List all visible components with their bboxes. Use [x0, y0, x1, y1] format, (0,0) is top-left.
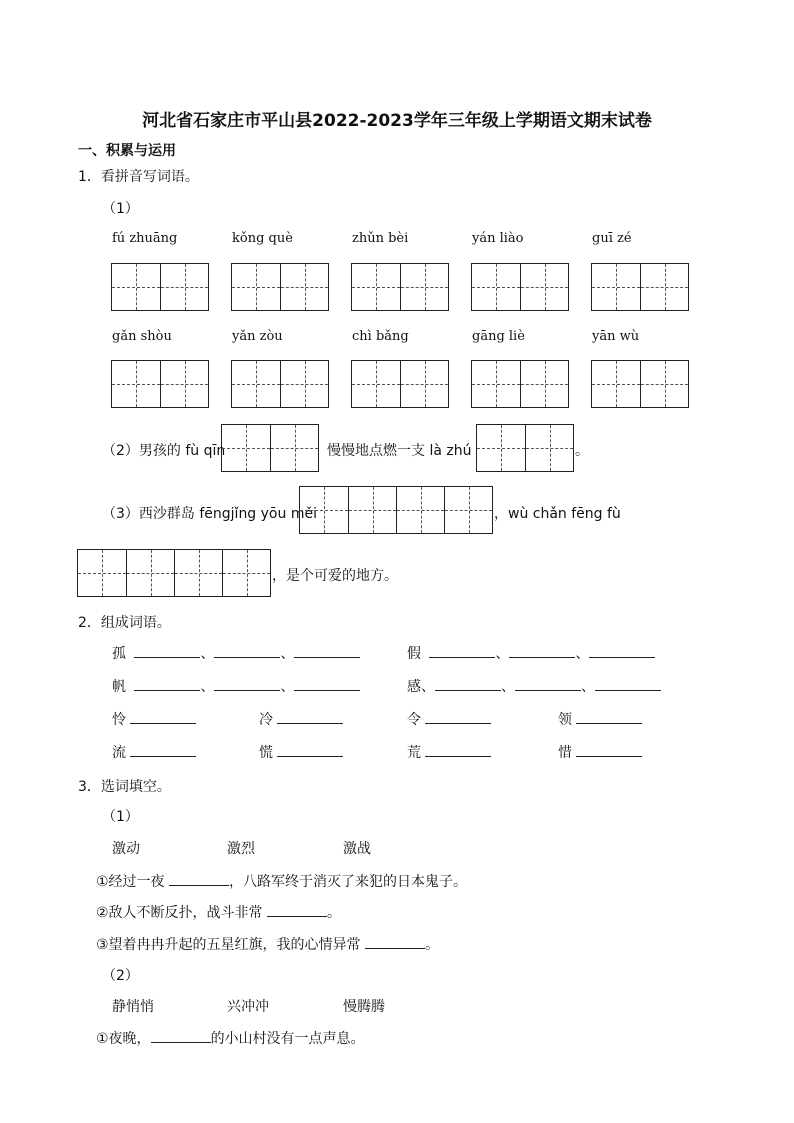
- word-item: [407, 742, 491, 762]
- answer-blank[interactable]: [429, 643, 495, 658]
- word-option: 激战: [343, 841, 371, 857]
- sentence: ②敌人不断反扑，战斗非常 。: [96, 902, 341, 922]
- answer-blank[interactable]: [425, 742, 491, 757]
- answer-blank[interactable]: [214, 676, 280, 691]
- char: 帆: [112, 679, 126, 695]
- char: 荒: [407, 745, 421, 761]
- answer-blank[interactable]: [277, 709, 343, 724]
- writing-grid[interactable]: [221, 424, 319, 472]
- writing-grid[interactable]: [476, 424, 574, 472]
- answer-blank[interactable]: [267, 902, 327, 917]
- answer-blank[interactable]: [134, 676, 200, 691]
- page-title: 河北省石家庄市平山县2022-2023学年三年级上学期语文期末试卷: [142, 111, 652, 131]
- word-item: [558, 742, 642, 762]
- answer-blank[interactable]: [294, 643, 360, 658]
- writing-grid[interactable]: [231, 360, 329, 408]
- question-3-label: 3．选词填空。: [78, 779, 171, 795]
- sentence: ①经过一夜 ，八路军终于消灭了来犯的日本鬼子。: [96, 871, 467, 891]
- q1-part3-end: ，是个可爱的地方。: [272, 568, 398, 584]
- word-option: 静悄悄: [112, 999, 154, 1015]
- word-option: 激烈: [227, 841, 255, 857]
- char: 慌: [259, 745, 273, 761]
- writing-grid[interactable]: [591, 263, 689, 311]
- answer-blank[interactable]: [435, 676, 501, 691]
- q1-part2-prefix: （2）男孩的 fù qīn: [102, 443, 226, 459]
- char: 感: [407, 679, 421, 695]
- writing-grid[interactable]: [299, 486, 493, 534]
- word-item: [259, 709, 343, 729]
- writing-grid[interactable]: [231, 263, 329, 311]
- q1-part2-end: 。: [575, 443, 589, 459]
- separator: 、: [200, 679, 215, 695]
- answer-blank[interactable]: [130, 709, 196, 724]
- pinyin-label: guī zé: [592, 231, 632, 246]
- separator: 、: [581, 679, 595, 695]
- answer-blank[interactable]: [151, 1028, 211, 1043]
- char: 惜: [558, 745, 572, 761]
- word-row: [112, 643, 360, 663]
- char: 假: [407, 646, 421, 662]
- word-item: [407, 709, 491, 729]
- q1-part3-mid: ，wù chǎn fēng fù: [494, 506, 621, 522]
- separator: 、: [280, 679, 295, 695]
- word-item: [558, 709, 642, 729]
- q1-part1-label: （1）: [102, 201, 139, 217]
- word-item: [112, 742, 196, 762]
- answer-blank[interactable]: [509, 643, 575, 658]
- writing-grid[interactable]: [111, 360, 209, 408]
- separator: 、: [280, 646, 295, 662]
- word-row: [112, 676, 360, 696]
- separator: 、: [421, 679, 435, 695]
- pinyin-label: yān wù: [592, 329, 640, 344]
- answer-blank[interactable]: [365, 934, 425, 949]
- pinyin-label: gǎn shòu: [112, 329, 172, 344]
- pinyin-label: yán liào: [472, 231, 524, 246]
- word-option: 激动: [112, 841, 140, 857]
- sentence: ①夜晚， 的小山村没有一点声息。: [96, 1028, 365, 1048]
- answer-blank[interactable]: [214, 643, 280, 658]
- word-item: [259, 742, 343, 762]
- q1-part3-prefix: （3）西沙群岛 fēngjǐng yōu měi: [102, 506, 317, 522]
- answer-blank[interactable]: [294, 676, 360, 691]
- word-item: [112, 709, 196, 729]
- char: 领: [558, 712, 572, 728]
- section-heading: 一、积累与运用: [78, 143, 176, 159]
- question-1-label: 1．看拼音写词语。: [78, 169, 199, 185]
- q3-part2-label: （2）: [102, 968, 139, 984]
- char: 冷: [259, 712, 273, 728]
- char: 令: [407, 712, 421, 728]
- answer-blank[interactable]: [595, 676, 661, 691]
- answer-blank[interactable]: [576, 742, 642, 757]
- answer-blank[interactable]: [576, 709, 642, 724]
- word-option: 兴冲冲: [227, 999, 269, 1015]
- sentence: ③望着冉冉升起的五星红旗，我的心情异常 。: [96, 934, 439, 954]
- q1-part2-mid: 慢慢地点燃一支 là zhú: [327, 443, 472, 459]
- separator: 、: [575, 646, 590, 662]
- answer-blank[interactable]: [169, 871, 229, 886]
- pinyin-label: zhǔn bèi: [352, 231, 409, 246]
- answer-blank[interactable]: [589, 643, 655, 658]
- answer-blank[interactable]: [425, 709, 491, 724]
- answer-blank[interactable]: [515, 676, 581, 691]
- word-option: 慢腾腾: [343, 999, 385, 1015]
- writing-grid[interactable]: [471, 360, 569, 408]
- question-2-label: 2．组成词语。: [78, 615, 171, 631]
- answer-blank[interactable]: [130, 742, 196, 757]
- writing-grid[interactable]: [111, 263, 209, 311]
- char: 怜: [112, 712, 126, 728]
- pinyin-label: chì bǎng: [352, 329, 409, 344]
- writing-grid[interactable]: [351, 360, 449, 408]
- word-row: [407, 643, 655, 663]
- separator: 、: [200, 646, 215, 662]
- pinyin-label: gāng liè: [472, 329, 525, 344]
- writing-grid[interactable]: [77, 549, 271, 597]
- writing-grid[interactable]: [591, 360, 689, 408]
- separator: 、: [501, 679, 515, 695]
- answer-blank[interactable]: [134, 643, 200, 658]
- char: 孤: [112, 646, 126, 662]
- pinyin-label: yǎn zòu: [232, 329, 283, 344]
- separator: 、: [495, 646, 510, 662]
- writing-grid[interactable]: [471, 263, 569, 311]
- pinyin-label: fú zhuāng: [112, 231, 178, 246]
- pinyin-label: kǒng què: [232, 231, 293, 246]
- word-row: [407, 676, 661, 696]
- answer-blank[interactable]: [277, 742, 343, 757]
- writing-grid[interactable]: [351, 263, 449, 311]
- q3-part1-label: （1）: [102, 809, 139, 825]
- char: 流: [112, 745, 126, 761]
